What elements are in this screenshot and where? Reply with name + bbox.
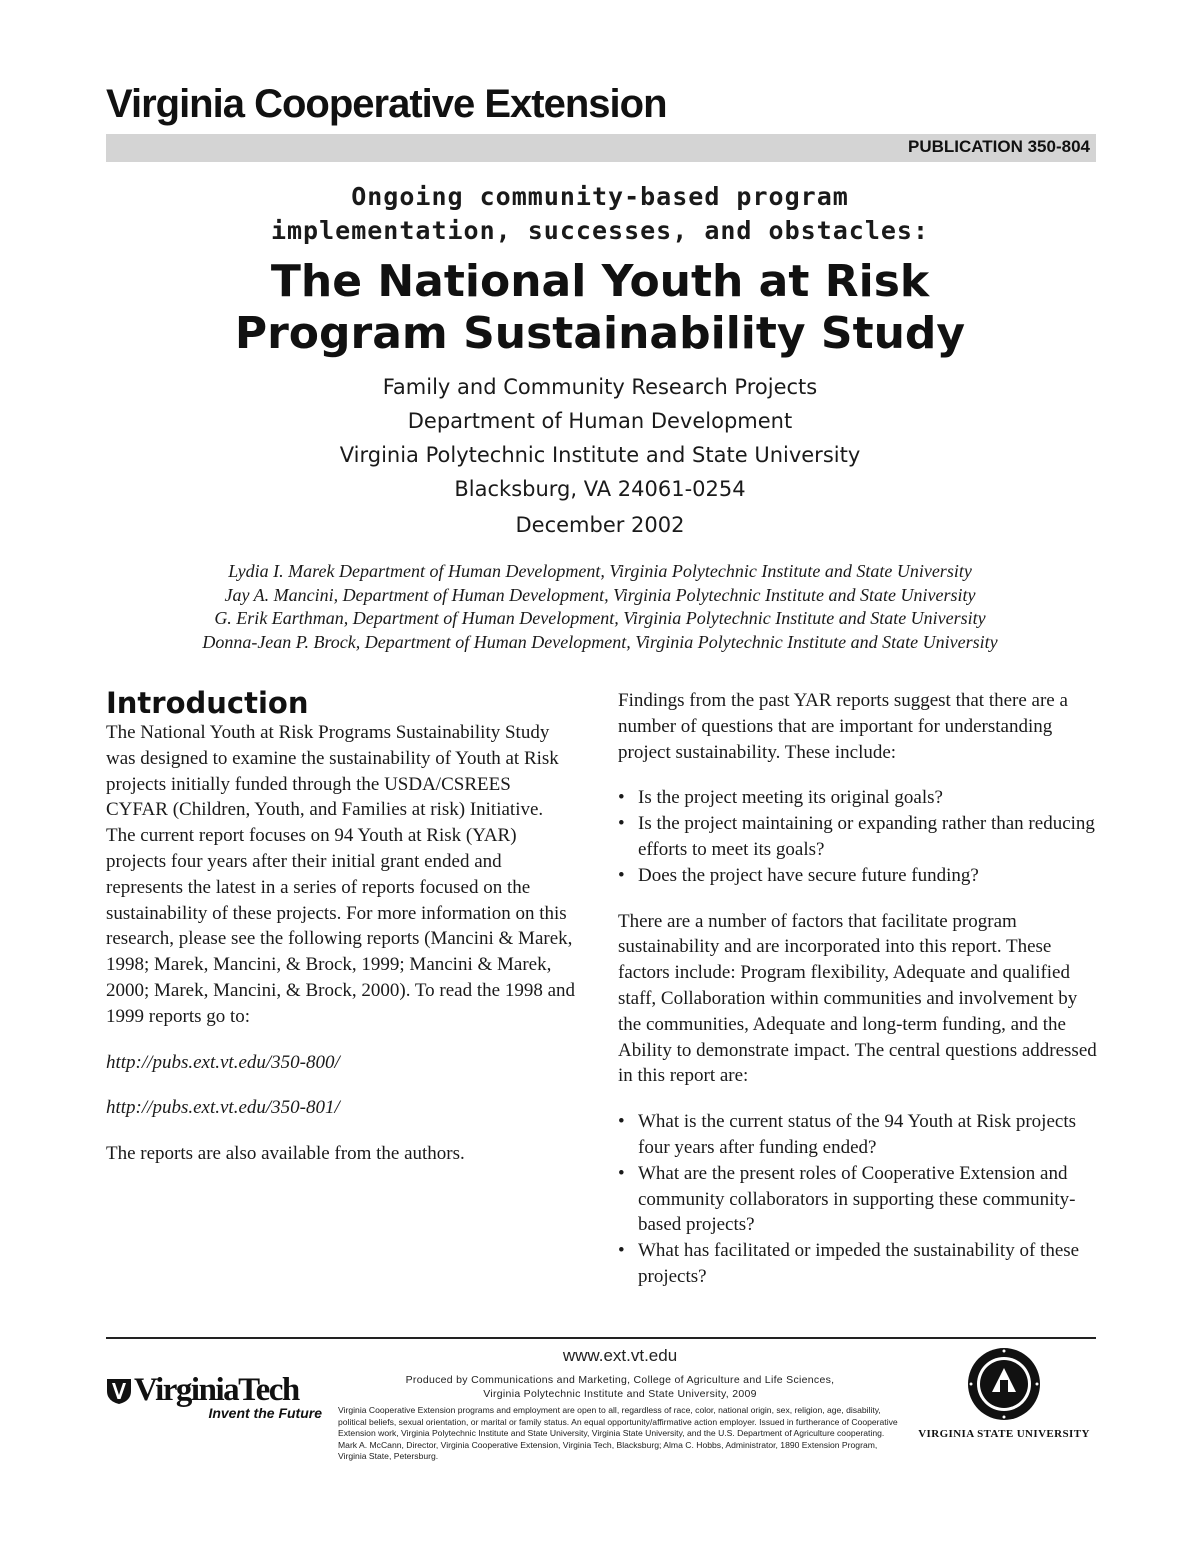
vt-wordmark: VirginiaTech	[134, 1372, 299, 1408]
list-item: • Is the project maintaining or expanding rather than reducing efforts to meet its goals?	[618, 811, 1098, 863]
produced-line-2: Virginia Polytechnic Institute and State University, 2009	[483, 1388, 757, 1400]
left-column	[106, 686, 576, 1167]
affiliation-line-1: Family and Community Research Projects	[382, 375, 818, 399]
virginia-tech-logo	[106, 1372, 326, 1421]
affiliation-line-2: Department of Human Development	[407, 409, 793, 433]
findings-paragraph: Findings from the past YAR reports suggest that there are a number of questions that are important for understanding project sustainability. These include:	[618, 690, 1068, 763]
list-item: • What is the current status of the 94 Youth at Risk projects four years after funding ended?	[618, 1109, 1098, 1161]
report-link-350-800[interactable]: http://pubs.ext.vt.edu/350-800/	[106, 1051, 340, 1073]
publication-bar	[106, 134, 1096, 162]
vsu-wordmark: VIRGINIA STATE UNIVERSITY	[918, 1428, 1090, 1440]
subtitle-line-1: Ongoing community-based program	[351, 182, 849, 211]
list-item: • What are the present roles of Cooperative Extension and community collaborators in supporting these community-based projects?	[618, 1161, 1098, 1238]
title-block	[0, 180, 1200, 360]
affiliation-line-4: Blacksburg, VA 24061-0254	[454, 477, 746, 501]
masthead: Virginia Cooperative Extension	[106, 82, 667, 126]
extension-url[interactable]: www.ext.vt.edu	[562, 1346, 678, 1365]
publication-number: PUBLICATION 350-804	[907, 137, 1090, 156]
factors-paragraph: There are a number of factors that facilitate program sustainability and are incorporated into this report. These factors include: Program flexibility, Adequate and qualified staff, Collaboration within communities and involvement by the communities, Adequate and long-term funding, and the Ability to demonstrate impact. The central questions addressed in this report are:	[618, 910, 1097, 1087]
author-line: Donna-Jean P. Brock, Department of Human Development, Virginia Polytechnic Institute and State University	[202, 631, 998, 652]
virginia-state-university-logo	[912, 1346, 1096, 1440]
affiliation-line-3: Virginia Polytechnic Institute and State University	[339, 443, 861, 467]
questions-list	[618, 785, 1098, 888]
author-line: Lydia I. Marek Department of Human Development, Virginia Polytechnic Institute and State University	[228, 561, 972, 581]
intro-paragraph: The National Youth at Risk Programs Sustainability Study was designed to examine the sustainability of Youth at Risk projects initially funded through the USDA/CSREES CYFAR (Children, Youth, and Families at risk) Initiative. The current report focuses on 94 Youth at Risk (YAR) projects four years after their initial grant ended and represents the latest in a series of reports focused on the sustainability of these projects. For more information on this research, please see the following reports (Mancini & Marek, 1998; Marek, Mancini, & Brock, 1999; Mancini & Marek, 2000; Marek, Mancini, & Brock, 2000). To read the 1998 and 1999 reports go to:	[106, 722, 575, 1027]
availability-note: The reports are also available from the authors.	[106, 1143, 465, 1165]
produced-line-1: Produced by Communications and Marketing, College of Agriculture and Life Sciences,	[405, 1374, 835, 1386]
publication-date: December 2002	[515, 513, 685, 537]
author-line: Jay A. Mancini, Department of Human Development, Virginia Polytechnic Institute and State University	[224, 584, 976, 605]
report-link-350-801[interactable]: http://pubs.ext.vt.edu/350-801/	[106, 1097, 340, 1119]
footer-info	[330, 1345, 910, 1463]
author-list	[0, 560, 1200, 654]
author-line: G. Erik Earthman, Department of Human Development, Virginia Polytechnic Institute and State University	[214, 608, 986, 628]
affiliation-block	[0, 370, 1200, 542]
main-title-line-1: The National Youth at Risk	[270, 256, 930, 307]
equal-opportunity-statement: Virginia Cooperative Extension programs and employment are open to all, regardless of race, color, national origin, sex, religion, age, disability, political beliefs, sexual orientation, or marital or family status. An equal opportunity/affirmative action employer. Issued in furtherance of Cooperative Extension work, Virginia Polytechnic Institute and State University, Virginia State University, and the U.S. Department of Agriculture cooperating. Mark A. McCann, Director, Virginia Cooperative Extension, Virginia Tech, Blacksburg; Alma C. Hobbs, Administrator, 1890 Extension Program, Virginia State, Petersburg.	[338, 1405, 898, 1461]
list-item: • Is the project meeting its original goals?	[618, 785, 1098, 811]
introduction-heading: Introduction	[106, 686, 309, 720]
central-questions-list	[618, 1109, 1098, 1290]
vt-shield-icon	[106, 1377, 132, 1405]
right-column	[618, 688, 1098, 1290]
main-title-line-2: Program Sustainability Study	[234, 308, 966, 359]
footer-divider	[106, 1337, 1096, 1339]
subtitle-line-2: implementation, successes, and obstacles:	[270, 216, 930, 245]
vsu-seal-icon	[966, 1346, 1042, 1422]
list-item: • Does the project have secure future funding?	[618, 863, 1098, 889]
list-item: • What has facilitated or impeded the sustainability of these projects?	[618, 1238, 1098, 1290]
vt-tagline: Invent the Future	[208, 1405, 322, 1421]
